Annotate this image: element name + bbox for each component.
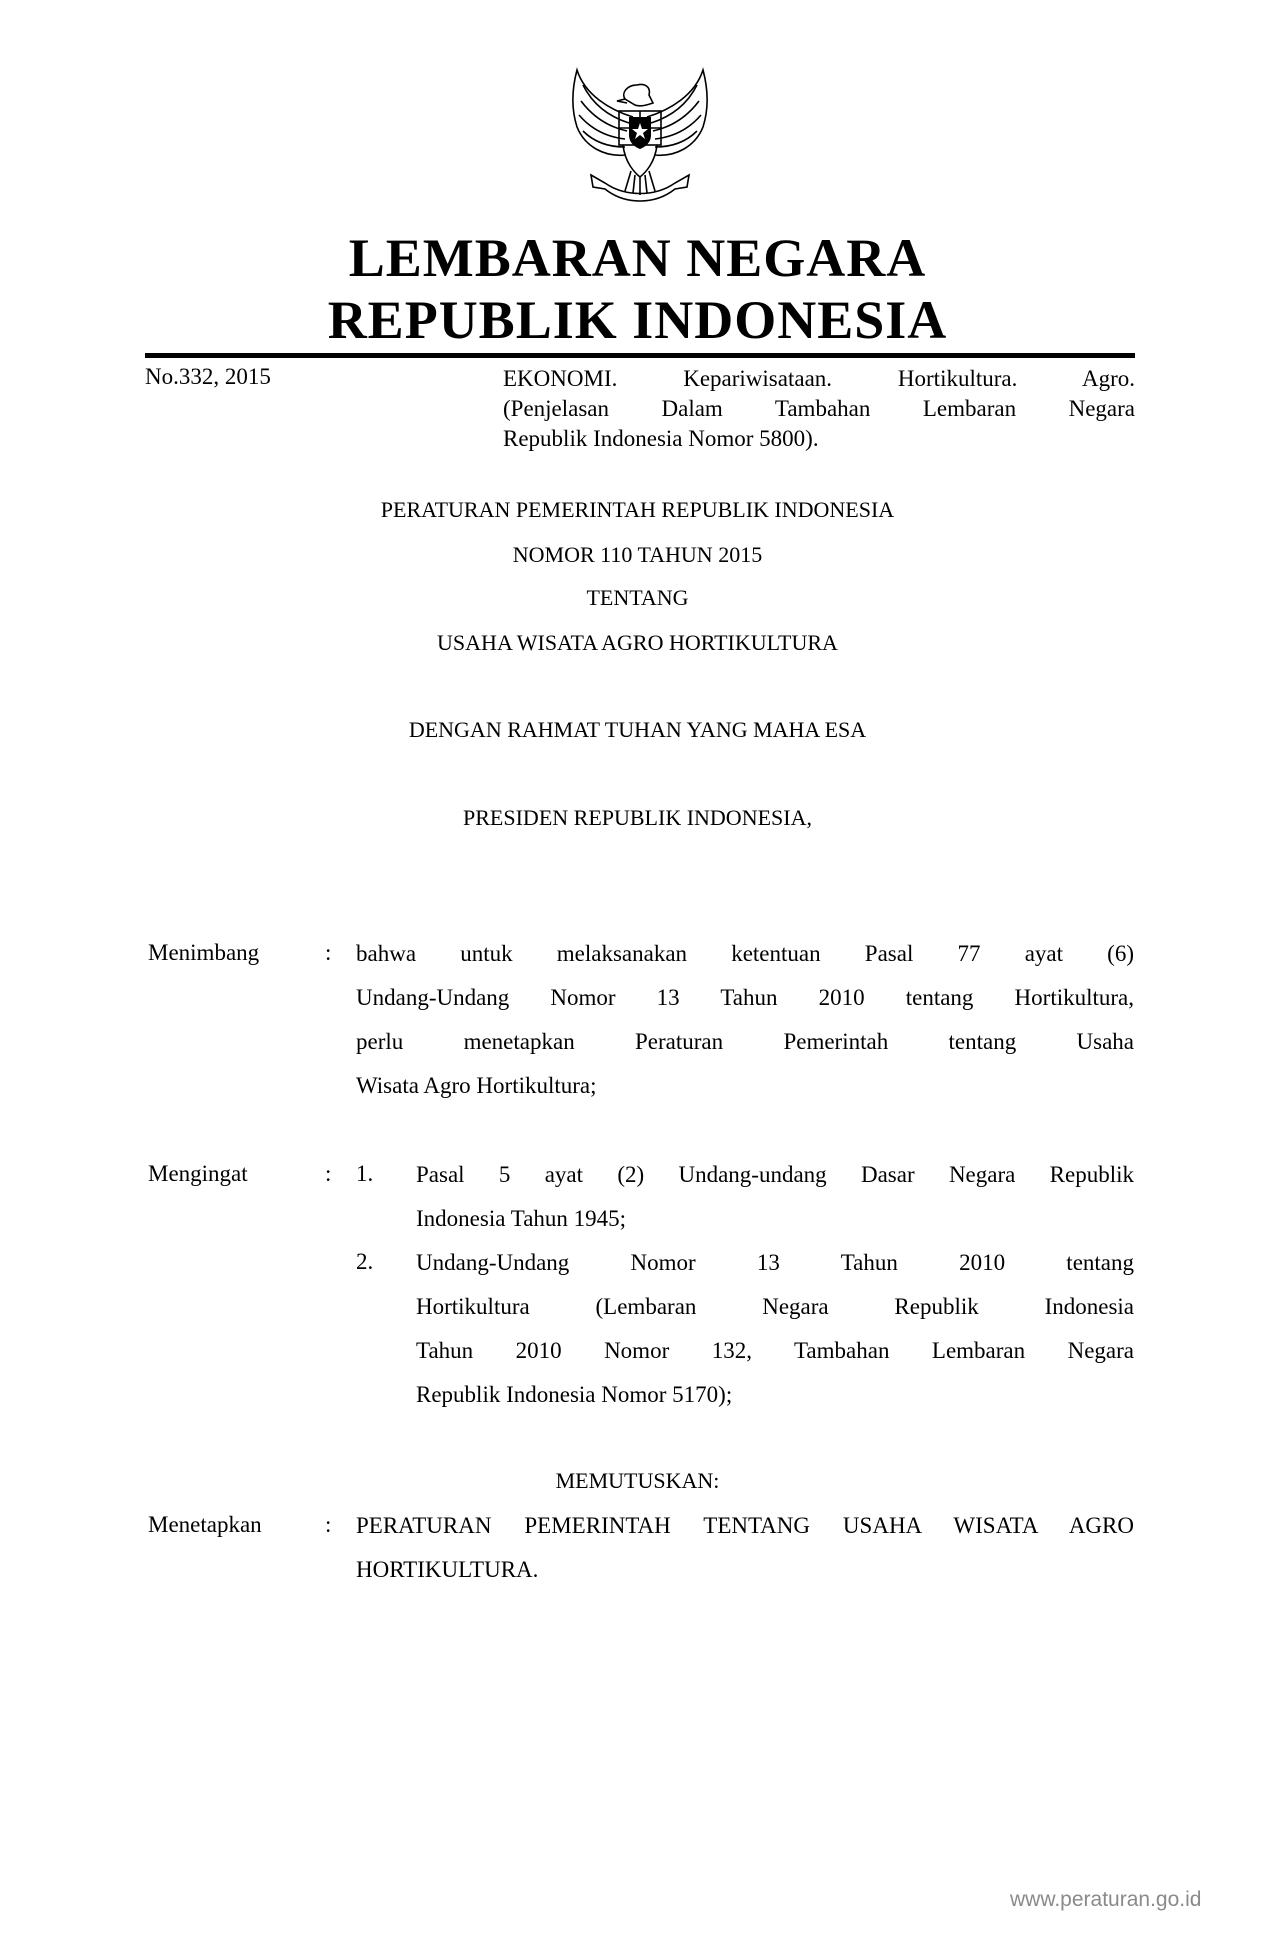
mengingat-line: Republik Indonesia Nomor 5170); (416, 1382, 733, 1407)
mengingat-line: Indonesia Tahun 1945; (416, 1206, 627, 1231)
regulation-number: NOMOR 110 TAHUN 2015 (512, 542, 763, 567)
title-line-1: LEMBARAN NEGARA (348, 228, 927, 288)
mengingat-line: Undang-Undang Nomor 13 Tahun 2010 tentang (416, 1250, 1134, 1275)
mengingat-colon: : (325, 1161, 332, 1186)
mengingat-line: Hortikultura (Lembaran Negara Republik Indonesia (416, 1294, 1134, 1319)
subject-line: EKONOMI. Kepariwisataan. Hortikultura. Agro. (503, 366, 1135, 391)
mengingat-item-number: 2. (356, 1249, 374, 1274)
mengingat-line: Pasal 5 ayat (2) Undang-undang Dasar Negara Republik (416, 1162, 1134, 1187)
title-line-2: REPUBLIK INDONESIA (327, 290, 948, 350)
regulation-tentang: TENTANG (586, 585, 689, 610)
gazette-number: No.332, 2015 (145, 364, 271, 389)
mengingat-item (416, 1241, 1134, 1417)
mengingat-item (416, 1153, 1134, 1241)
menetapkan-colon: : (325, 1512, 332, 1537)
header-divider (145, 353, 1135, 358)
menetapkan-line: PERATURAN PEMERINTAH TENTANG USAHA WISATA AGRO (356, 1513, 1134, 1538)
memutuskan-heading: MEMUTUSKAN: (555, 1468, 720, 1493)
menimbang-label: Menimbang (148, 940, 260, 965)
mengingat-item-number: 1. (356, 1161, 374, 1186)
garuda-pancasila-emblem-icon (555, 55, 725, 215)
menetapkan-text (356, 1504, 1134, 1592)
menimbang-text (356, 932, 1134, 1108)
gazette-subject (503, 364, 1135, 454)
menetapkan-label: Menetapkan (148, 1512, 262, 1537)
menimbang-line: Undang-Undang Nomor 13 Tahun 2010 tentang Hortikultura, (356, 985, 1134, 1010)
menimbang-line: Wisata Agro Hortikultura; (356, 1073, 597, 1098)
mengingat-line: Tahun 2010 Nomor 132, Tambahan Lembaran Negara (416, 1338, 1134, 1363)
president-heading: PRESIDEN REPUBLIK INDONESIA, (463, 805, 812, 830)
menimbang-line: bahwa untuk melaksanakan ketentuan Pasal 77 ayat (6) (356, 941, 1134, 966)
mengingat-label: Mengingat (148, 1161, 248, 1186)
subject-line: (Penjelasan Dalam Tambahan Lembaran Negara (503, 396, 1135, 421)
regulation-subject: USAHA WISATA AGRO HORTIKULTURA (437, 630, 838, 655)
subject-line: Republik Indonesia Nomor 5800). (503, 426, 819, 451)
invocation: DENGAN RAHMAT TUHAN YANG MAHA ESA (408, 717, 867, 742)
menimbang-line: perlu menetapkan Peraturan Pemerintah tentang Usaha (356, 1029, 1134, 1054)
menetapkan-line: HORTIKULTURA. (356, 1557, 539, 1582)
regulation-title: PERATURAN PEMERINTAH REPUBLIK INDONESIA (380, 497, 895, 522)
menimbang-colon: : (325, 940, 332, 965)
source-watermark: www.peraturan.go.id (1010, 1888, 1202, 1911)
